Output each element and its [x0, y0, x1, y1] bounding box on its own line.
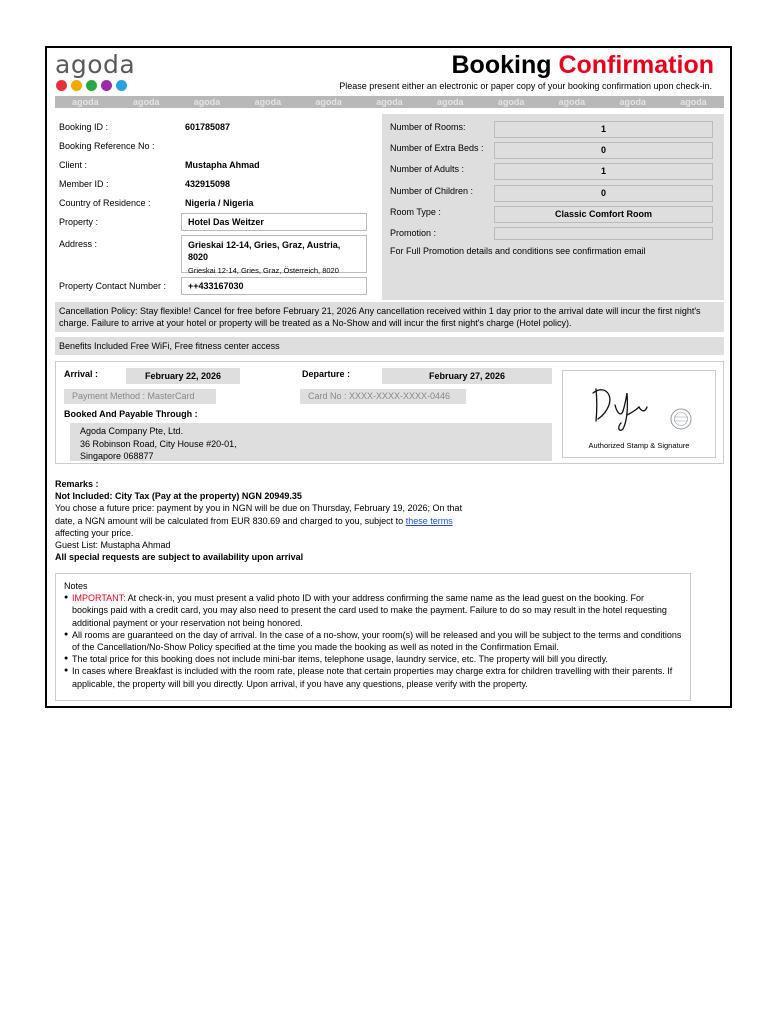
- future-price-text: date, a NGN amount will be calculated from EUR 830.69 and charged to you, subject to: [55, 515, 404, 526]
- these-terms-link[interactable]: these terms: [405, 515, 453, 526]
- arrival-value: February 22, 2026: [126, 368, 240, 384]
- agoda-company-address: [70, 423, 552, 461]
- booking-confirmation-document: [45, 46, 732, 708]
- logo-dot-yellow: [71, 80, 82, 91]
- logo-dots: [56, 80, 135, 91]
- rooms-value: 1: [494, 121, 713, 138]
- adults-value: 1: [494, 163, 713, 180]
- remarks-section: [55, 478, 724, 563]
- notes-section: [55, 573, 691, 701]
- client-value: Mustapha Ahmad: [185, 160, 260, 170]
- property-value: Hotel Das Weitzer: [181, 213, 367, 231]
- residence-value: Nigeria / Nigeria: [185, 198, 254, 208]
- address-line: Grieskai 12-14, Gries, Graz, Austria, 8020: [188, 240, 341, 262]
- note-text: At check-in, you must present a valid photo ID with your address confirming the same name as the lead guest on the booking. For bookings paid with a credit card, you may also need to present the card used to make the payment. Failure to do so may result in the hotel requesting additional payment or your reservation not being honored.: [72, 593, 667, 628]
- cancellation-policy: Cancellation Policy: Stay flexible! Cancel for free before February 21, 2026 Any cancellation received within 1 day prior to the arrival date will incur the first night's charge. Failure to arrive at your hotel or property will be treated as a No-Show and will incur the first night's charge (Hotel policy).: [55, 302, 724, 332]
- band-text: agoda: [72, 97, 99, 107]
- future-price-line-2: [55, 515, 724, 527]
- contact-label: Property Contact Number :: [59, 281, 167, 291]
- page-subtitle: Please present either an electronic or paper copy of your booking confirmation upon check-in.: [339, 81, 712, 91]
- important-label: IMPORTANT:: [72, 593, 126, 604]
- notes-list: [64, 592, 682, 690]
- member-id-label: Member ID :: [59, 179, 109, 189]
- room-type-label: Room Type :: [390, 207, 441, 217]
- note-item: ● The total price for this booking does not include mini-bar items, telephone usage, laundry service, etc. The property will bill you directly.: [64, 653, 682, 665]
- band-text: agoda: [619, 97, 646, 107]
- guest-list: Guest List: Mustapha Ahmad: [55, 540, 171, 551]
- logo-wordmark: agoda: [55, 50, 136, 79]
- stay-and-payment: [55, 361, 724, 464]
- company-line: Agoda Company Pte, Ltd.: [80, 426, 184, 436]
- band-text: agoda: [315, 97, 342, 107]
- children-value: 0: [494, 185, 713, 202]
- arrival-label: Arrival :: [64, 369, 99, 379]
- promotion-label: Promotion :: [390, 228, 437, 238]
- band-text: agoda: [437, 97, 464, 107]
- children-label: Number of Children :: [390, 186, 474, 196]
- company-line: Singapore 068877: [80, 451, 154, 461]
- card-number: Card No : XXXX-XXXX-XXXX-0446: [300, 389, 466, 404]
- future-price-line-3: affecting your price.: [55, 527, 134, 538]
- booked-through-label: Booked And Payable Through :: [64, 409, 198, 419]
- band-text: agoda: [132, 97, 160, 107]
- booking-details: [55, 114, 375, 300]
- agoda-watermark-band: [55, 96, 724, 108]
- not-included-tax: Not Included: City Tax (Pay at the property) NGN 20949.35: [55, 491, 302, 502]
- member-id-value: 432915098: [185, 179, 231, 189]
- promotion-value: [494, 227, 713, 240]
- company-line: 36 Robinson Road, City House #20-01,: [80, 438, 237, 449]
- band-text: agoda: [193, 97, 221, 107]
- notes-title: Notes: [64, 581, 88, 591]
- band-text: agoda: [254, 97, 282, 107]
- booking-id-value: 601785087: [185, 122, 231, 132]
- booking-reference-label: Booking Reference No :: [59, 141, 155, 151]
- room-type-value: Classic Comfort Room: [494, 206, 713, 223]
- address-local-line: Grieskai 12-14, Gries, Graz, Österreich, 8020: [188, 266, 339, 275]
- title-confirmation: Confirmation: [558, 51, 714, 79]
- signature-box: [562, 370, 716, 458]
- future-price-line: You chose a future price: payment by you in NGN will be due on Thursday, February 19, 2026; On that: [55, 503, 463, 514]
- note-item: ● All rooms are guaranteed on the day of arrival. In the case of a no-show, your room(s) will be released and you will be subject to the terms and conditions of the Cancellation/No-Show Policy specified at the time you made the booking as well as noted in the Confirmation Email.: [64, 629, 682, 653]
- adults-label: Number of Adults :: [390, 164, 465, 174]
- residence-label: Country of Residence :: [59, 198, 151, 208]
- contact-value: ++433167030: [181, 277, 367, 295]
- note-item: ● In cases where Breakfast is included with the room rate, please note that certain properties may charge extra for children travelling with their parents. If applicable, the property will bill you directly. Upon arrival, if you have any questions, please verify with the property.: [64, 665, 682, 689]
- benefits-included: Benefits Included Free WiFi, Free fitness center access: [55, 337, 724, 355]
- logo-dot-blue: [116, 80, 127, 91]
- extra-beds-label: Number of Extra Beds :: [390, 143, 484, 153]
- logo-dot-purple: [101, 80, 112, 91]
- payment-method: Payment Method : MasterCard: [64, 389, 216, 404]
- address-label: Address :: [59, 239, 98, 249]
- departure-value: February 27, 2026: [382, 368, 552, 384]
- promotion-note: For Full Promotion details and conditions see confirmation email: [390, 246, 646, 256]
- room-details: [382, 114, 724, 300]
- extra-beds-value: 0: [494, 142, 713, 159]
- band-text: agoda: [680, 97, 707, 107]
- page-title: [452, 50, 715, 80]
- departure-label: Departure :: [302, 369, 351, 379]
- booking-id-label: Booking ID :: [59, 122, 109, 132]
- signature-caption: Authorized Stamp & Signature: [588, 441, 690, 450]
- property-label: Property :: [59, 217, 99, 227]
- agoda-logo: [55, 51, 135, 91]
- client-label: Client :: [59, 160, 88, 170]
- logo-dot-green: [86, 80, 97, 91]
- logo-dot-red: [56, 80, 67, 91]
- band-text: agoda: [558, 97, 586, 107]
- note-item: [64, 592, 682, 629]
- address-value: [181, 235, 367, 273]
- signature-image: [563, 371, 717, 441]
- band-text: agoda: [497, 97, 525, 107]
- remarks-title: Remarks :: [55, 479, 99, 489]
- title-booking: Booking: [451, 51, 552, 79]
- special-requests-note: All special requests are subject to availability upon arrival: [55, 552, 304, 563]
- rooms-label: Number of Rooms:: [390, 122, 466, 132]
- band-text: agoda: [376, 97, 403, 107]
